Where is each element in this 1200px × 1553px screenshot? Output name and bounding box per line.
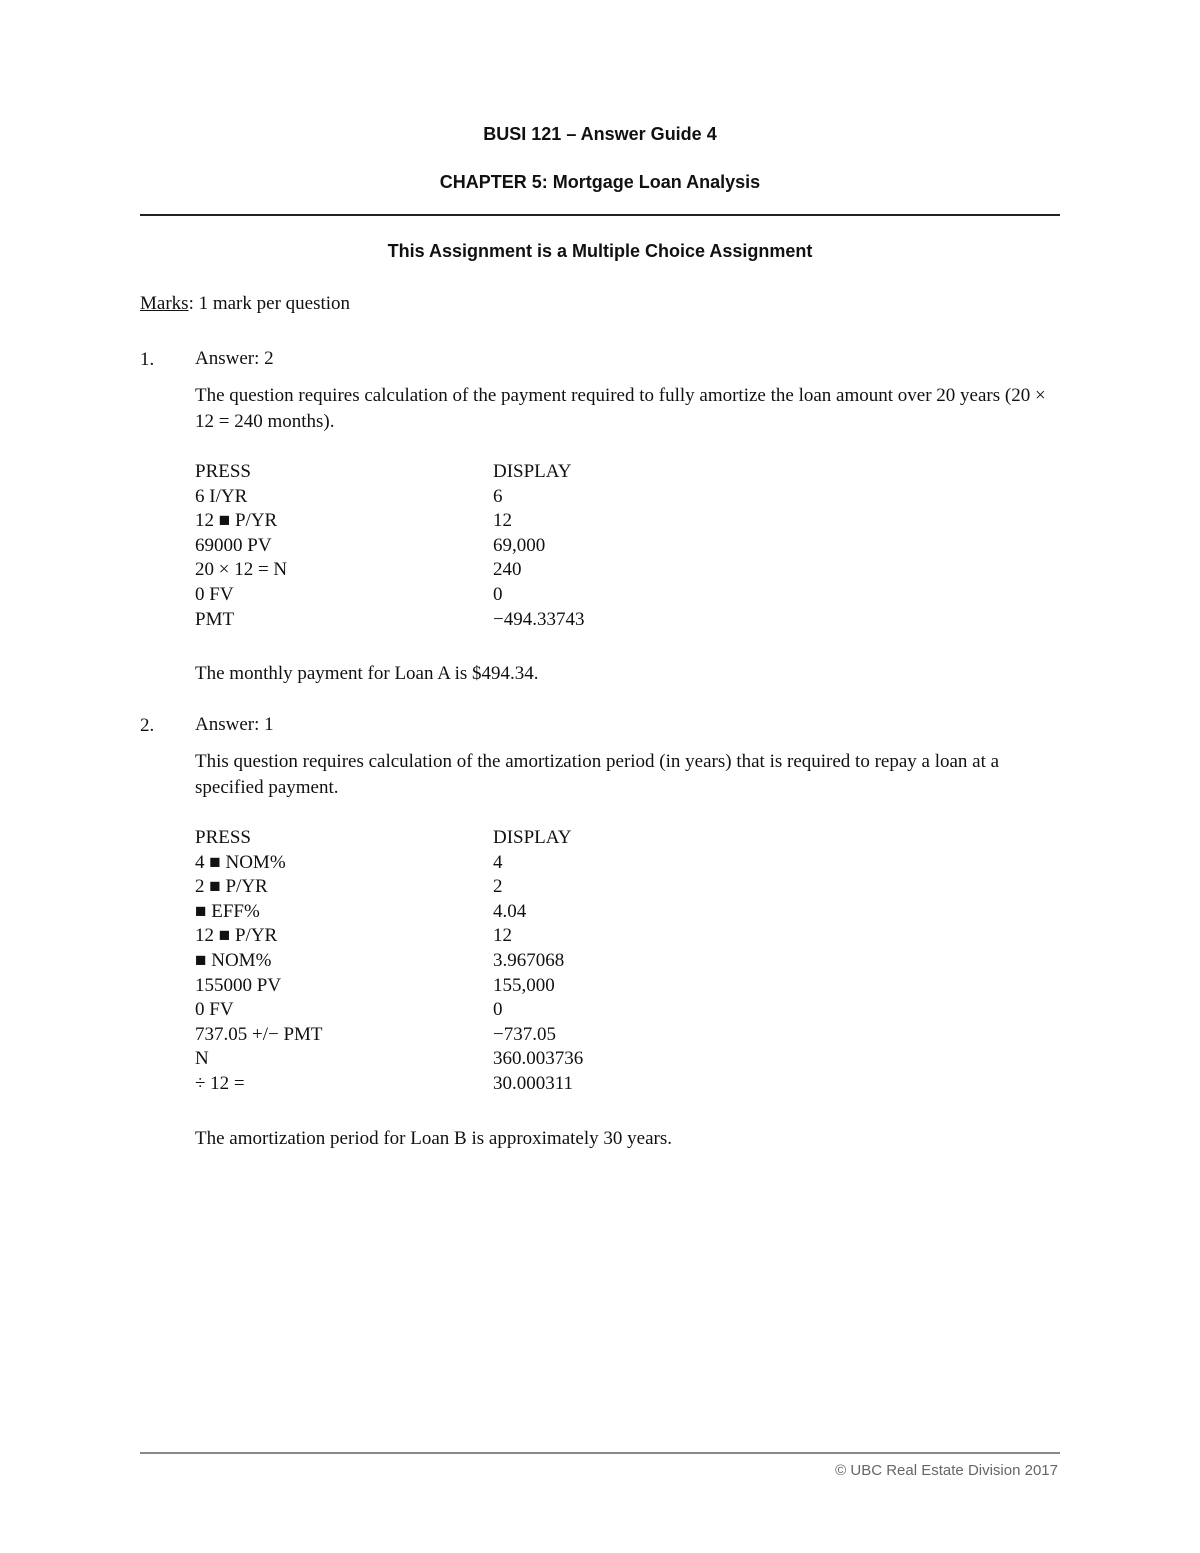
calc-row (195, 558, 795, 583)
question-2-number: 2. (140, 715, 155, 736)
question-2-conclusion: The amortization period for Loan B is approximately 30 years. (195, 1128, 672, 1149)
question-1-conclusion: The monthly payment for Loan A is $494.34. (195, 663, 539, 684)
marks-text: : 1 mark per question (188, 293, 351, 314)
question-1-answer: Answer: 2 (195, 348, 274, 369)
display-value: 155,000 (493, 974, 555, 996)
calc-row (195, 534, 795, 559)
question-2-answer: Answer: 1 (195, 714, 274, 735)
press-column-header: PRESS (195, 827, 251, 848)
display-value: 0 (493, 999, 503, 1021)
display-value: 69,000 (493, 534, 546, 556)
question-2-description: This question requires calculation of the amortization period (in years) that is required to repay a loan at a specified payment. (195, 751, 1000, 798)
calc-row (195, 900, 795, 925)
press-keystroke: 20 × 12 = N (195, 559, 288, 581)
question-2-calculator-table (195, 826, 795, 1097)
display-value: 240 (493, 559, 522, 581)
calc-row (195, 485, 795, 510)
calc-row (195, 974, 795, 999)
calc-row (195, 608, 795, 633)
question-1-number: 1. (140, 349, 155, 370)
display-value: 3.967068 (493, 949, 565, 971)
display-value: 4 (493, 851, 503, 873)
display-column-header: DISPLAY (493, 461, 572, 482)
press-keystroke: 4 ■ NOM% (195, 851, 286, 873)
marks-line (140, 293, 350, 315)
press-keystroke: 155000 PV (195, 974, 282, 996)
question-1-description: The question requires calculation of the payment required to fully amortize the loan amount over 20 years (20 × 12 = 240 months). (195, 385, 1046, 432)
press-column-header: PRESS (195, 461, 251, 482)
press-keystroke: 0 FV (195, 999, 234, 1021)
assignment-type-heading: This Assignment is a Multiple Choice Assignment (387, 241, 813, 261)
calc-row (195, 1023, 795, 1048)
calc-row (195, 998, 795, 1023)
press-keystroke: N (195, 1048, 209, 1070)
question-1-calculator-table (195, 460, 795, 632)
press-keystroke: PMT (195, 608, 235, 630)
press-keystroke: 12 ■ P/YR (195, 925, 278, 947)
calc-row (195, 1047, 795, 1072)
calc-row (195, 509, 795, 534)
header-divider (140, 214, 1060, 216)
calc-header-row (195, 826, 795, 851)
document-title: BUSI 121 – Answer Guide 4 (483, 124, 717, 144)
display-value: 12 (493, 510, 512, 532)
calc-row (195, 583, 795, 608)
display-value: 2 (493, 876, 503, 898)
display-value: 4.04 (493, 900, 527, 922)
display-value: 30.000311 (493, 1072, 574, 1094)
press-keystroke: 0 FV (195, 583, 234, 605)
display-value: 12 (493, 925, 512, 947)
display-value: −494.33743 (493, 608, 585, 630)
calc-row (195, 851, 795, 876)
calc-row (195, 949, 795, 974)
press-keystroke: ■ EFF% (195, 900, 260, 922)
press-keystroke: 2 ■ P/YR (195, 876, 268, 898)
press-keystroke: 6 I/YR (195, 485, 248, 507)
chapter-heading: CHAPTER 5: Mortgage Loan Analysis (439, 172, 761, 192)
display-value: 6 (493, 485, 503, 507)
press-keystroke: ■ NOM% (195, 949, 272, 971)
press-keystroke: 12 ■ P/YR (195, 510, 278, 532)
calc-row (195, 1072, 795, 1097)
footer-divider (140, 1452, 1060, 1454)
press-keystroke: 69000 PV (195, 534, 272, 556)
display-value: 360.003736 (493, 1048, 584, 1070)
display-value: 0 (493, 583, 503, 605)
press-keystroke: 737.05 +/− PMT (195, 1023, 323, 1045)
display-column-header: DISPLAY (493, 827, 572, 848)
display-value: −737.05 (493, 1023, 556, 1045)
footer-copyright: © UBC Real Estate Division 2017 (835, 1462, 1058, 1479)
calc-row (195, 924, 795, 949)
press-keystroke: ÷ 12 = (195, 1072, 245, 1094)
calc-row (195, 875, 795, 900)
calc-header-row (195, 460, 795, 485)
marks-label: Marks (140, 293, 189, 314)
